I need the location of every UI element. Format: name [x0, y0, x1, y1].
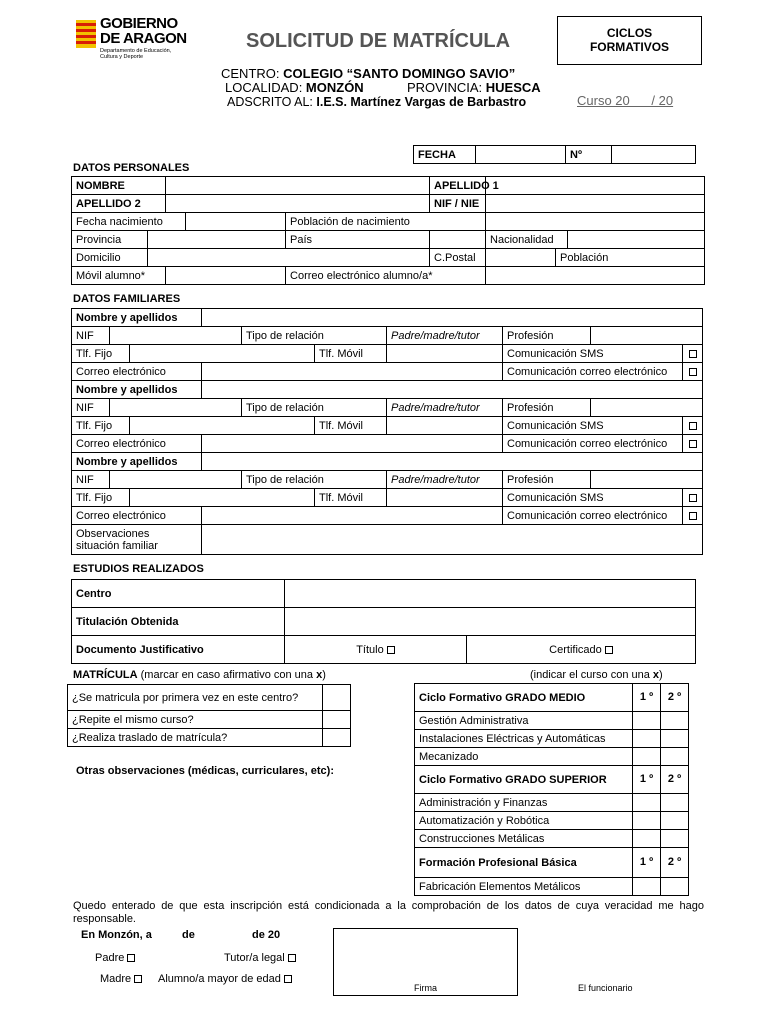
- ciclos-formativos-box: [557, 16, 702, 65]
- madre-checkbox-icon[interactable]: [134, 975, 142, 983]
- movil-label: Móvil alumno*: [72, 267, 166, 285]
- padre-madre-tutor-label: Padre/madre/tutor: [387, 471, 503, 489]
- poblacion-nacimiento-input[interactable]: [486, 213, 705, 231]
- grado-superior-header: Ciclo Formativo GRADO SUPERIOR: [415, 766, 633, 794]
- tlf-fijo-label: Tlf. Fijo: [72, 489, 130, 507]
- repite-question: ¿Repite el mismo curso?: [68, 711, 323, 729]
- tlf-movil-label: Tlf. Móvil: [315, 345, 387, 363]
- adscrito-label: ADSCRITO AL:: [227, 95, 317, 109]
- fecha-input[interactable]: [476, 146, 566, 164]
- curso-2-label: 2 º: [661, 766, 689, 794]
- logo-sub1: Departamento de Educación,: [100, 48, 172, 54]
- matricula-x: x: [316, 669, 323, 681]
- centro-line: [221, 67, 515, 81]
- nombre-input[interactable]: [166, 177, 430, 195]
- familiar-nif-input[interactable]: [110, 471, 242, 489]
- otras-observaciones-label: Otras observaciones (médicas, curriculares, etc):: [76, 765, 335, 777]
- grado-medio-header: Ciclo Formativo GRADO MEDIO: [415, 684, 633, 712]
- logo-line2: DE ARAGON: [100, 30, 187, 47]
- familiar-correo-input[interactable]: [202, 507, 503, 525]
- ciclo-item: Instalaciones Eléctricas y Automáticas: [415, 730, 633, 748]
- matricula-close: ): [322, 669, 326, 681]
- logo-line1: GOBIERNO: [100, 15, 178, 32]
- com-correo-checkbox[interactable]: [683, 507, 703, 525]
- ciclo-item: Construcciones Metálicas: [415, 830, 633, 848]
- curso-2-checkbox[interactable]: [661, 878, 689, 896]
- nombre-label: NOMBRE: [72, 177, 166, 195]
- cpostal-input[interactable]: [486, 249, 556, 267]
- funcionario-label: El funcionario: [578, 983, 633, 993]
- certificado-option[interactable]: [467, 636, 696, 664]
- domicilio-input[interactable]: [148, 249, 430, 267]
- matricula-heading: [73, 669, 326, 681]
- curso-2-label: 2 º: [661, 684, 689, 712]
- curso-2-checkbox[interactable]: [661, 812, 689, 830]
- indicar-close: ): [659, 669, 663, 681]
- familiar-correo-label: Correo electrónico: [72, 435, 202, 453]
- familiar-nombre-label: Nombre y apellidos: [72, 453, 202, 471]
- certificado-checkbox-icon[interactable]: [605, 646, 613, 654]
- tlf-movil-label: Tlf. Móvil: [315, 489, 387, 507]
- localidad-line: [225, 81, 364, 95]
- familiar-nombre-label: Nombre y apellidos: [72, 381, 202, 399]
- curso-2-label: 2 º: [661, 848, 689, 878]
- tlf-fijo-label: Tlf. Fijo: [72, 417, 130, 435]
- firma-box[interactable]: [333, 928, 518, 996]
- localidad-value: MONZÓN: [305, 80, 364, 95]
- movil-input[interactable]: [166, 267, 286, 285]
- certificado-label: Certificado: [549, 643, 602, 656]
- curso-1-label: 1 º: [633, 848, 661, 878]
- sms-label: Comunicación SMS: [503, 345, 683, 363]
- tutor-checkbox-icon[interactable]: [288, 954, 296, 962]
- tlf-movil-label: Tlf. Móvil: [315, 417, 387, 435]
- familiar-nombre-input[interactable]: [202, 453, 703, 471]
- familiar-correo-input[interactable]: [202, 363, 503, 381]
- centro-value: COLEGIO “SANTO DOMINGO SAVIO”: [283, 66, 516, 81]
- curso-2-checkbox[interactable]: [661, 794, 689, 812]
- apellido1-label: APELLIDO 1: [430, 177, 486, 195]
- obs-line2: situación familiar: [76, 539, 158, 552]
- poblacion-nacimiento-label: Población de nacimiento: [286, 213, 486, 231]
- provincia-label: PROVINCIA:: [407, 80, 486, 95]
- adscrito-line: [227, 95, 526, 109]
- fecha-nacimiento-label: Fecha nacimiento: [72, 213, 186, 231]
- curso-1-checkbox[interactable]: [633, 878, 661, 896]
- tlf-fijo-input[interactable]: [130, 489, 315, 507]
- primera-vez-question: ¿Se matricula por primera vez en este centro?: [68, 685, 323, 711]
- traslado-checkbox[interactable]: [323, 729, 351, 747]
- familiar-correo-label: Correo electrónico: [72, 363, 202, 381]
- ciclo-item: Administración y Finanzas: [415, 794, 633, 812]
- alumno-mayor-option[interactable]: [158, 973, 292, 985]
- padre-madre-tutor-label: Padre/madre/tutor: [387, 399, 503, 417]
- com-correo-label: Comunicación correo electrónico: [503, 363, 683, 381]
- primera-vez-checkbox[interactable]: [323, 685, 351, 711]
- pais-input[interactable]: [430, 231, 486, 249]
- familiar-nombre-input[interactable]: [202, 309, 703, 327]
- fecha-nacimiento-input[interactable]: [186, 213, 286, 231]
- titulo-checkbox-icon[interactable]: [387, 646, 395, 654]
- tlf-fijo-input[interactable]: [130, 345, 315, 363]
- com-correo-checkbox[interactable]: [683, 435, 703, 453]
- padre-checkbox-icon[interactable]: [127, 954, 135, 962]
- indicar-curso-note: [530, 669, 663, 681]
- tipo-relacion-label: Tipo de relación: [242, 471, 387, 489]
- apellido1-input[interactable]: [486, 177, 705, 195]
- curso-1-checkbox[interactable]: [633, 712, 661, 730]
- en-monzon-label: En Monzón, a: [81, 929, 152, 941]
- provincia-value: HUESCA: [485, 80, 541, 95]
- com-correo-label: Comunicación correo electrónico: [503, 435, 683, 453]
- titulacion-label: Titulación Obtenida: [72, 608, 285, 636]
- tlf-fijo-label: Tlf. Fijo: [72, 345, 130, 363]
- curso-field[interactable]: Curso 20 / 20: [577, 93, 674, 108]
- familiar-nif-label: NIF: [72, 471, 110, 489]
- page-title: SOLICITUD DE MATRÍCULA: [246, 30, 511, 52]
- apellido2-label: APELLIDO 2: [72, 195, 166, 213]
- curso-2-checkbox[interactable]: [661, 748, 689, 766]
- tipo-relacion-label: Tipo de relación: [242, 399, 387, 417]
- datos-personales-title: DATOS PERSONALES: [73, 162, 190, 174]
- familiar-nombre-label: Nombre y apellidos: [72, 309, 202, 327]
- ciclo-item: Automatización y Robótica: [415, 812, 633, 830]
- correo-alumno-label: Correo electrónico alumno/a*: [286, 267, 486, 285]
- familiar-nif-input[interactable]: [110, 399, 242, 417]
- nacionalidad-input[interactable]: [568, 231, 705, 249]
- padre-option[interactable]: [95, 952, 135, 964]
- localidad-label: LOCALIDAD:: [225, 80, 306, 95]
- logo-subtitle: [100, 48, 200, 60]
- curso-1-checkbox[interactable]: [633, 794, 661, 812]
- ciclos-line1: CICLOS: [606, 26, 653, 40]
- de-label: de: [182, 929, 195, 941]
- fecha-label: FECHA: [414, 146, 476, 164]
- de-20-label: de 20: [252, 929, 281, 941]
- tlf-movil-input[interactable]: [387, 345, 503, 363]
- observaciones-familiar-input[interactable]: [202, 525, 703, 555]
- documento-label: Documento Justificativo: [72, 636, 285, 664]
- cpostal-label: C.Postal: [430, 249, 486, 267]
- familiar-nombre-input[interactable]: [202, 381, 703, 399]
- matricula-note: (marcar en caso afirmativo con una: [137, 669, 317, 681]
- sms-checkbox-icon[interactable]: [689, 350, 697, 358]
- nacionalidad-label: Nacionalidad: [486, 231, 568, 249]
- familiar-correo-label: Correo electrónico: [72, 507, 202, 525]
- titulo-label: Título: [356, 643, 384, 656]
- sms-label: Comunicación SMS: [503, 489, 683, 507]
- matricula-title: MATRÍCULA: [73, 669, 138, 681]
- titulacion-input[interactable]: [285, 608, 696, 636]
- com-correo-checkbox-icon[interactable]: [689, 440, 697, 448]
- sms-label: Comunicación SMS: [503, 417, 683, 435]
- firma-label: Firma: [414, 983, 437, 993]
- alumno-mayor-checkbox-icon[interactable]: [284, 975, 292, 983]
- profesion-label: Profesión: [503, 399, 591, 417]
- familiar-nif-input[interactable]: [110, 327, 242, 345]
- sms-checkbox[interactable]: [683, 489, 703, 507]
- estudios-centro-input[interactable]: [285, 580, 696, 608]
- estudios-title: ESTUDIOS REALIZADOS: [73, 563, 204, 575]
- profesion-label: Profesión: [503, 471, 591, 489]
- declaracion-text: Quedo enterado de que esta inscripción está condicionada a la comprobación de los datos de cuya veracidad me hago responsable.: [73, 900, 704, 925]
- padre-madre-tutor-label: Padre/madre/tutor: [387, 327, 503, 345]
- estudios-table: [71, 579, 696, 664]
- tutor-label: Tutor/a legal: [224, 952, 285, 964]
- ciclos-line2: FORMATIVOS: [589, 40, 670, 54]
- adscrito-value: I.E.S. Martínez Vargas de Barbastro: [316, 95, 527, 109]
- tlf-movil-input[interactable]: [387, 417, 503, 435]
- fecha-table: [413, 145, 696, 164]
- familiar-nif-label: NIF: [72, 399, 110, 417]
- curso-1-checkbox[interactable]: [633, 830, 661, 848]
- curso-1-label: 1 º: [633, 766, 661, 794]
- sms-checkbox-icon[interactable]: [689, 494, 697, 502]
- ciclo-item: Mecanizado: [415, 748, 633, 766]
- nif-label: NIF / NIE: [430, 195, 486, 213]
- com-correo-label: Comunicación correo electrónico: [503, 507, 683, 525]
- gobierno-aragon-logo: [72, 16, 200, 66]
- domicilio-label: Domicilio: [72, 249, 148, 267]
- ciclo-item: Gestión Administrativa: [415, 712, 633, 730]
- curso-1-label: 1 º: [633, 684, 661, 712]
- tlf-fijo-input[interactable]: [130, 417, 315, 435]
- sms-checkbox[interactable]: [683, 345, 703, 363]
- datos-familiares-table: [71, 308, 703, 555]
- datos-personales-table: [71, 176, 705, 285]
- curso-1-checkbox[interactable]: [633, 812, 661, 830]
- indicar-text: (indicar el curso con una: [530, 669, 653, 681]
- com-correo-checkbox-icon[interactable]: [689, 512, 697, 520]
- observaciones-familiar-label: [72, 525, 202, 555]
- apellido2-input[interactable]: [166, 195, 430, 213]
- familiar-correo-input[interactable]: [202, 435, 503, 453]
- curso-2-checkbox[interactable]: [661, 830, 689, 848]
- curso-1-checkbox[interactable]: [633, 748, 661, 766]
- datos-familiares-title: DATOS FAMILIARES: [73, 293, 181, 305]
- numero-label: Nº: [566, 146, 612, 164]
- provincia-label: Provincia: [72, 231, 148, 249]
- pais-label: País: [286, 231, 430, 249]
- titulo-option[interactable]: [285, 636, 467, 664]
- padre-label: Padre: [95, 952, 125, 964]
- logo-sub2: Cultura y Deporte: [100, 54, 144, 60]
- provincia-line: [407, 81, 541, 95]
- numero-input[interactable]: [612, 146, 696, 164]
- curso-2-checkbox[interactable]: [661, 712, 689, 730]
- tlf-movil-input[interactable]: [387, 489, 503, 507]
- tipo-relacion-label: Tipo de relación: [242, 327, 387, 345]
- alumno-mayor-label: Alumno/a mayor de edad: [158, 973, 281, 985]
- ciclo-item: Fabricación Elementos Metálicos: [415, 878, 633, 896]
- poblacion-label: Población: [556, 249, 705, 267]
- aragon-flag-icon: [76, 20, 96, 48]
- centro-label: CENTRO:: [221, 66, 284, 81]
- matricula-questions-table: [67, 684, 351, 747]
- traslado-question: ¿Realiza traslado de matrícula?: [68, 729, 323, 747]
- correo-alumno-input[interactable]: [486, 267, 705, 285]
- estudios-centro-label: Centro: [72, 580, 285, 608]
- sms-checkbox[interactable]: [683, 417, 703, 435]
- profesion-input[interactable]: [591, 471, 703, 489]
- curso-2-checkbox[interactable]: [661, 730, 689, 748]
- profesion-input[interactable]: [591, 399, 703, 417]
- nif-input[interactable]: [486, 195, 705, 213]
- madre-option[interactable]: [100, 973, 142, 985]
- com-correo-checkbox[interactable]: [683, 363, 703, 381]
- indicar-x: x: [652, 669, 660, 681]
- profesion-input[interactable]: [591, 327, 703, 345]
- madre-label: Madre: [100, 973, 132, 985]
- provincia-input[interactable]: [148, 231, 286, 249]
- ciclos-table: [414, 683, 689, 896]
- fp-basica-header: Formación Profesional Básica: [415, 848, 633, 878]
- com-correo-checkbox-icon[interactable]: [689, 368, 697, 376]
- familiar-nif-label: NIF: [72, 327, 110, 345]
- curso-1-checkbox[interactable]: [633, 730, 661, 748]
- obs-line1: Observaciones: [76, 527, 150, 540]
- sms-checkbox-icon[interactable]: [689, 422, 697, 430]
- profesion-label: Profesión: [503, 327, 591, 345]
- repite-checkbox[interactable]: [323, 711, 351, 729]
- tutor-option[interactable]: [224, 952, 296, 964]
